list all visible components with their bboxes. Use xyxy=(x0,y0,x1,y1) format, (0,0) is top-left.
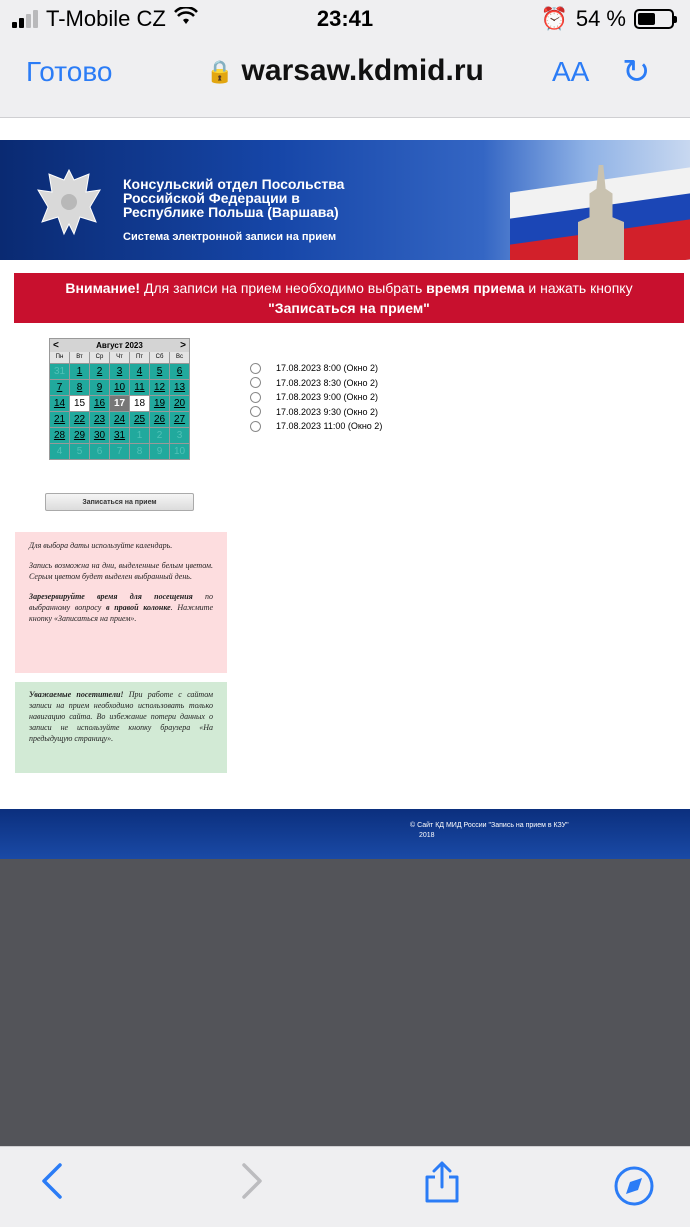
calendar-day: 5 xyxy=(70,444,89,459)
time-slot[interactable] xyxy=(250,361,382,376)
org-name: Консульский отдел Посольства Российской Федерации в Республике Польша (Варшава) xyxy=(123,176,345,220)
instruction-3-bold-1: Зарезервируйте время для посещения xyxy=(29,592,193,601)
copyright-line-2: 2018 xyxy=(419,832,435,839)
time-slot-list xyxy=(250,361,382,434)
warning-bold: Уважаемые посетители! xyxy=(29,690,124,699)
calendar-day[interactable]: 22 xyxy=(70,412,89,427)
empty-page-area xyxy=(0,859,690,1146)
site-header xyxy=(0,140,690,260)
prev-month-button[interactable]: < xyxy=(53,340,59,351)
weekday-header: Пт xyxy=(130,352,149,363)
instruction-3-text-2: . Нажмите кнопку «Записаться на прием». xyxy=(29,603,214,623)
calendar-day[interactable]: 3 xyxy=(110,364,129,379)
time-slot-label: 17.08.2023 9:30 (Окно 2) xyxy=(276,406,378,417)
calendar-day[interactable]: 15 xyxy=(70,396,89,411)
copyright-line-1: © Сайт КД МИД России "Запись на прием в КЗУ" xyxy=(410,822,569,829)
time-slot-radio[interactable] xyxy=(250,363,261,374)
alert-text-2: и нажать кнопку xyxy=(524,280,633,296)
calendar-day: 1 xyxy=(130,428,149,443)
browser-address-bar xyxy=(0,38,690,118)
calendar-day[interactable]: 27 xyxy=(170,412,189,427)
share-icon[interactable] xyxy=(422,1159,462,1215)
calendar-day[interactable]: 12 xyxy=(150,380,169,395)
navigation-warning xyxy=(15,682,227,773)
calendar-day[interactable]: 14 xyxy=(50,396,69,411)
calendar-day[interactable]: 13 xyxy=(170,380,189,395)
instruction-3-bold-2: в правой колонке xyxy=(105,603,171,612)
battery-icon xyxy=(634,9,674,29)
time-slot-label: 17.08.2023 8:30 (Окно 2) xyxy=(276,377,378,388)
system-subtitle: Система электронной записи на прием xyxy=(123,231,337,243)
time-slot-label: 17.08.2023 8:00 (Окно 2) xyxy=(276,363,378,374)
time-slot-label: 17.08.2023 9:00 (Окно 2) xyxy=(276,392,378,403)
battery-level xyxy=(638,13,655,25)
calendar-day[interactable]: 9 xyxy=(90,380,109,395)
calendar-day[interactable]: 5 xyxy=(150,364,169,379)
calendar-day: 9 xyxy=(150,444,169,459)
calendar-header xyxy=(50,339,189,352)
time-slot-radio[interactable] xyxy=(250,392,261,403)
calendar-day[interactable]: 1 xyxy=(70,364,89,379)
calendar-day[interactable]: 28 xyxy=(50,428,69,443)
calendar-day[interactable]: 23 xyxy=(90,412,109,427)
back-icon[interactable] xyxy=(40,1161,66,1211)
instruction-3-text-1: по выбранному вопросу xyxy=(29,592,214,612)
clock: 23:41 xyxy=(316,6,374,31)
calendar-day[interactable]: 18 xyxy=(130,396,149,411)
calendar-day[interactable]: 8 xyxy=(70,380,89,395)
calendar-day: 4 xyxy=(50,444,69,459)
browser-toolbar xyxy=(0,1146,690,1227)
copyright xyxy=(410,821,569,841)
weekday-header: Чт xyxy=(110,352,129,363)
calendar-day[interactable]: 29 xyxy=(70,428,89,443)
calendar-day: 8 xyxy=(130,444,149,459)
calendar-day[interactable]: 4 xyxy=(130,364,149,379)
calendar-day: 7 xyxy=(110,444,129,459)
calendar-grid xyxy=(50,352,189,459)
calendar-day[interactable]: 31 xyxy=(110,428,129,443)
calendar-day-selected[interactable]: 17 xyxy=(110,396,129,411)
lock-icon: 🔒 xyxy=(206,59,234,85)
site-footer xyxy=(0,809,690,859)
compass-icon[interactable] xyxy=(613,1165,655,1217)
weekday-header: Ср xyxy=(90,352,109,363)
instruction-1: Для выбора даты используйте календарь. xyxy=(29,541,173,550)
weekday-header: Пн xyxy=(50,352,69,363)
time-slot-radio[interactable] xyxy=(250,377,261,388)
weekday-header: Сб xyxy=(150,352,169,363)
battery-group xyxy=(540,6,674,32)
text-size-button[interactable]: AA xyxy=(552,56,590,87)
calendar-day[interactable]: 30 xyxy=(90,428,109,443)
reload-icon[interactable]: ↻ xyxy=(622,53,651,91)
calendar-day[interactable]: 20 xyxy=(170,396,189,411)
calendar-day: 6 xyxy=(90,444,109,459)
month-label: Август 2023 xyxy=(96,341,143,350)
calendar-day[interactable]: 2 xyxy=(90,364,109,379)
time-slot-label: 17.08.2023 11:00 (Окно 2) xyxy=(276,421,383,432)
alert-bold-1: время приема xyxy=(426,280,525,296)
time-slot-radio[interactable] xyxy=(250,406,261,417)
time-slot[interactable] xyxy=(250,419,382,434)
calendar-day: 3 xyxy=(170,428,189,443)
calendar-day[interactable]: 10 xyxy=(110,380,129,395)
carrier-label: T-Mobile CZ xyxy=(46,6,166,31)
url-text: warsaw.kdmid.ru xyxy=(241,54,484,87)
alert-prefix: Внимание! xyxy=(65,280,141,296)
time-slot-radio[interactable] xyxy=(250,421,261,432)
attention-banner xyxy=(14,273,684,323)
book-appointment-button[interactable]: Записаться на прием xyxy=(45,493,194,511)
status-bar xyxy=(0,0,690,38)
calendar-instructions xyxy=(15,532,227,673)
alert-text-1: Для записи на прием необходимо выбрать xyxy=(140,280,427,296)
calendar-day: 2 xyxy=(150,428,169,443)
weekday-header: Вт xyxy=(70,352,89,363)
coat-of-arms-icon xyxy=(34,162,104,242)
next-month-button[interactable]: > xyxy=(180,340,186,351)
weekday-header: Вс xyxy=(170,352,189,363)
alert-button-name: "Записаться на прием" xyxy=(268,300,430,316)
time-slot[interactable] xyxy=(250,390,382,405)
calendar-day: 31 xyxy=(50,364,69,379)
instruction-3 xyxy=(29,591,213,624)
calendar-day: 10 xyxy=(170,444,189,459)
calendar-day[interactable]: 24 xyxy=(110,412,129,427)
warning-text: При работе с сайтом записи на прием необходимо использовать только навигацию сайта. Во избежание потери данных о записи не используйте кнопку браузера «На предыдущую страницу». xyxy=(29,690,213,743)
time-slot[interactable] xyxy=(250,376,382,391)
calendar-day[interactable]: 16 xyxy=(90,396,109,411)
calendar-day[interactable]: 7 xyxy=(50,380,69,395)
calendar xyxy=(49,338,190,460)
alarm-icon: ⏰ xyxy=(540,6,568,31)
time-slot[interactable] xyxy=(250,405,382,420)
done-button[interactable]: Готово xyxy=(26,56,113,87)
calendar-day[interactable]: 26 xyxy=(150,412,169,427)
calendar-day[interactable]: 11 xyxy=(130,380,149,395)
battery-percent: 54 % xyxy=(575,6,626,31)
calendar-day[interactable]: 25 xyxy=(130,412,149,427)
calendar-day[interactable]: 21 xyxy=(50,412,69,427)
forward-icon[interactable] xyxy=(238,1161,264,1211)
instruction-2: Запись возможна на дни, выделенные белым цветом. Серым цветом будет выделен выбранный день. xyxy=(29,561,213,581)
calendar-day[interactable]: 19 xyxy=(150,396,169,411)
calendar-day[interactable]: 6 xyxy=(170,364,189,379)
